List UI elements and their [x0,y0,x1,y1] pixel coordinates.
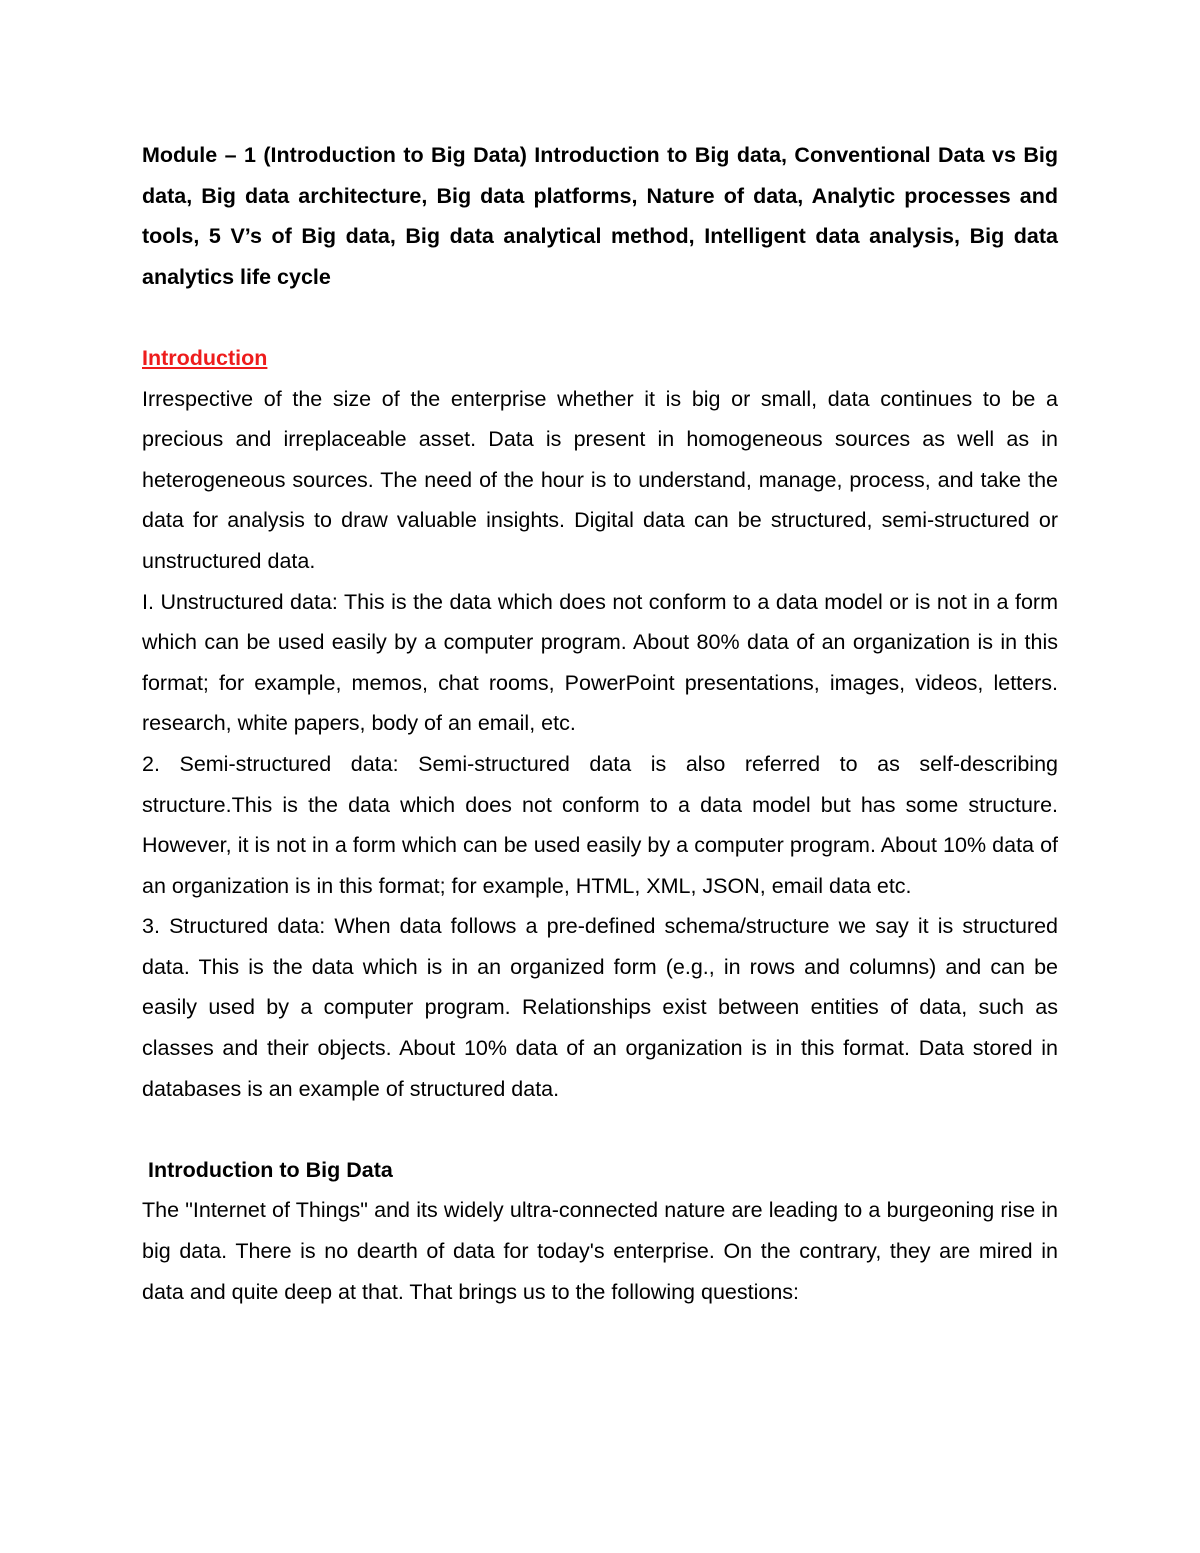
module-heading: Module – 1 (Introduction to Big Data) Introduction to Big data, Conventional Data vs Big data, Big data architecture, Big data platforms, Nature of data, Analytic processes and tools, 5 V’s of Big data, Big data analytical method, Intelligent data analysis, Big data analytics life cycle [142,143,1058,289]
semi-structured-data-paragraph: 2. Semi-structured data: Semi-structured data is also referred to as self-describing structure.This is the data which does not conform to a data model but has some structure. However, it is not in a form which can be used easily by a computer program. About 10% data of an organization is in this format; for example, HTML, XML, JSON, email data etc. [142,751,1058,898]
unstructured-data-paragraph: I. Unstructured data: This is the data which does not conform to a data model or is not in a form which can be used easily by a computer program. About 80% data of an organization is in this format; for example, memos, chat rooms, PowerPoint presentations, images, videos, letters. research, white papers, body of an email, etc. [142,589,1058,736]
introduction-heading [142,338,1058,379]
structured-data-paragraph: 3. Structured data: When data follows a pre-defined schema/structure we say it is structured data. This is the data which is in an organized form (e.g., in rows and columns) and can be easily used by a computer program. Relationships exist between entities of data, such as classes and their objects. About 10% data of an organization is in this format. Data stored in databases is an example of structured data. [142,914,1058,1101]
section-spacer [142,1109,1058,1150]
document-page [142,135,1058,1312]
introduction-heading-text: Introduction [142,345,268,370]
intro-paragraph-1: Irrespective of the size of the enterprise whether it is big or small, data continues to be a precious and irreplaceable asset. Data is present in homogeneous sources as well as in heterogeneous sources. The need of the hour is to understand, manage, process, and take the data for analysis to draw valuable insights. Digital data can be structured, semi-structured or unstructured data. [142,386,1058,573]
intro-big-data-heading: Introduction to Big Data [148,1157,393,1182]
intro-big-data-paragraph-1: The "Internet of Things" and its widely ultra-connected nature are leading to a burgeoning rise in big data. There is no dearth of data for today's enterprise. On the contrary, they are mired in data and quite deep at that. That brings us to the following questions: [142,1198,1058,1304]
